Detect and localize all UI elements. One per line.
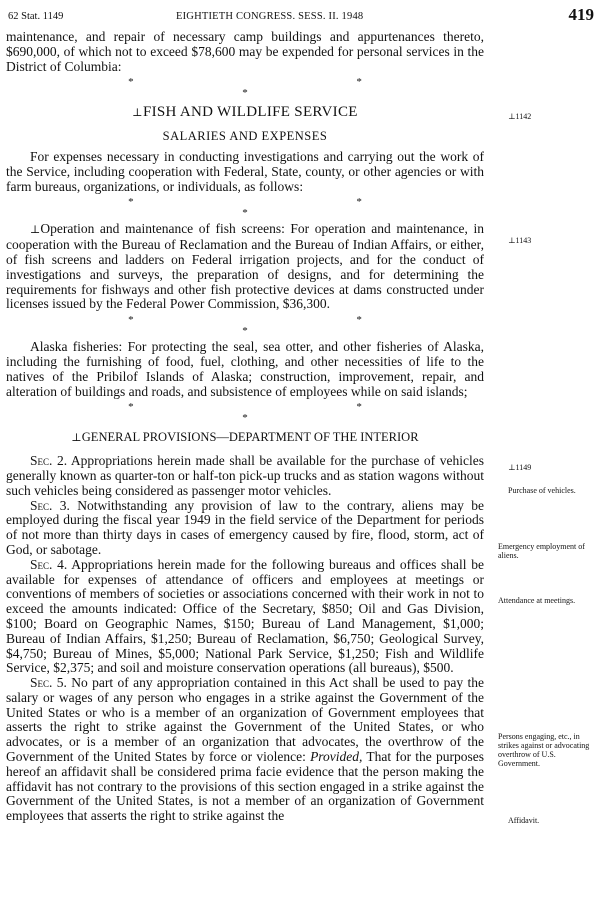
margin-note-purchase: Purchase of vehicles.	[508, 486, 576, 495]
insertion-mark-icon: ⊥	[508, 463, 516, 472]
insertion-mark-icon: ⊥	[71, 432, 82, 445]
section-3-paragraph: Sec. 3. Notwithstanding any provision of law to the contrary, aliens may be employed during the fiscal year 1949 in the field service of the Department for periods of not more than thirty days in cases of emergency caused by fire, flood, storm, act of God, or sabotage.	[6, 497, 484, 557]
fish-wildlife-heading: ⊥FISH AND WILDLIFE SERVICE	[132, 104, 358, 121]
main-text-column	[6, 30, 484, 824]
margin-ref-1143: ⊥1143	[508, 236, 532, 245]
section-break-stars: * * *	[128, 401, 472, 425]
section-4-paragraph: Sec. 4. Appropriations herein made for the following bureaus and offices shall be available for expenses of attendance of officers and employees at meetings or conventions of members of societies or associations concerned with their work in not to exceed the amounts indicated: Office of the Secretary, $850; Oil and Gas Division, $100; Board on Geographic Names, $150; Bureau of Land Management, $1,000; Bureau of Indian Affairs, $1,250; Bureau of Reclamation, $6,750; Geological Survey, $4,750; Bureau of Mines, $5,000; National Park Service, $1,250; Fish and Wildlife Service, $2,375; and soil and moisture conservation operations (all bureaus), $500.	[6, 556, 485, 676]
fish-screens-paragraph: ⊥Operation and maintenance of fish screens: For operation and maintenance, in cooperation with the Bureau of Reclamation and the Bureau of Indian Affairs, or either, of fish screens and ladders on Federal irrigation projects, and for the conduct of investigations and surveys, the preparation of designs, and for determining the requirements for fishways and other fish protective devices at dams constructed under licenses issued by the Federal Power Commission, $36,300.	[6, 221, 484, 312]
section-break-stars: * * *	[128, 314, 472, 338]
margin-note-emergency: Emergency employment of aliens.	[498, 542, 585, 560]
section-2-paragraph: Sec. 2. Appropriations herein made shall be available for the purchase of vehicles generally known as quarter-ton or half-ton pick-up trucks and as station wagons without such vehicles being considered as passenger motor vehicles.	[6, 453, 484, 498]
margin-note-persons: Persons engaging, etc., in strikes against or advocating overthrow of U.S. Government.	[498, 732, 590, 768]
salaries-heading: SALARIES AND EXPENSES	[162, 129, 328, 144]
section-5-paragraph: Sec. 5. No part of any appropriation contained in this Act shall be used to pay the salary or wages of any person who engages in a strike against the Government of the United States or who is a member of an organization of Government employees that asserts the right to strike against the Government of the United States, or who advocates, or is a member of an organization that advocates, the overthrow of the Government of the United States by force or violence: Provided, That for the purposes hereof an affidavit shall be considered prima facie evidence that the person making the affidavit has not contrary to the provisions of this section engaged in a strike against the Government of the United States, is not a member of an organization of Government employees that asserts the right to strike against the	[6, 675, 485, 824]
margin-ref-1142: ⊥1142	[508, 112, 532, 121]
general-provisions-heading: ⊥GENERAL PROVISIONS—DEPARTMENT OF THE INTERIOR	[71, 430, 419, 445]
insertion-mark-icon: ⊥	[508, 236, 516, 245]
congress-session: EIGHTIETH CONGRESS. SESS. II. 1948	[176, 11, 364, 22]
insertion-mark-icon: ⊥	[508, 112, 516, 121]
insertion-mark-icon: ⊥	[132, 107, 143, 120]
margin-ref-1149: ⊥1149	[508, 463, 532, 472]
statute-citation: 62 Stat. 1149	[8, 11, 64, 22]
section-break-stars: * * *	[128, 196, 472, 220]
alaska-fisheries-paragraph: Alaska fisheries: For protecting the seal, sea otter, and other fisheries of Alaska, including the furnishing of food, fuel, clothing, and other necessities of life to the natives of the Pribilof Islands of Alaska; construction, improvement, repair, and alteration of buildings and roads, and subsistence of employees while on said islands;	[6, 339, 484, 399]
page-number: 419	[568, 5, 594, 24]
opening-paragraph: maintenance, and repair of necessary camp buildings and appurtenances thereto, $690,000, of which not to exceed $78,600 may be expended for personal services in the District of Columbia:	[6, 29, 484, 74]
margin-note-affidavit: Affidavit.	[508, 816, 540, 825]
salaries-paragraph: For expenses necessary in conducting investigations and carrying out the work of the Service, including cooperation with Federal, State, county, or other agencies or with farm bureaus, organizations, or individuals, as follows:	[6, 148, 484, 194]
section-break-stars: * * *	[128, 76, 472, 100]
page-header	[6, 5, 598, 27]
margin-note-attendance: Attendance at meetings.	[498, 596, 576, 605]
insertion-mark-icon: ⊥	[30, 224, 41, 237]
